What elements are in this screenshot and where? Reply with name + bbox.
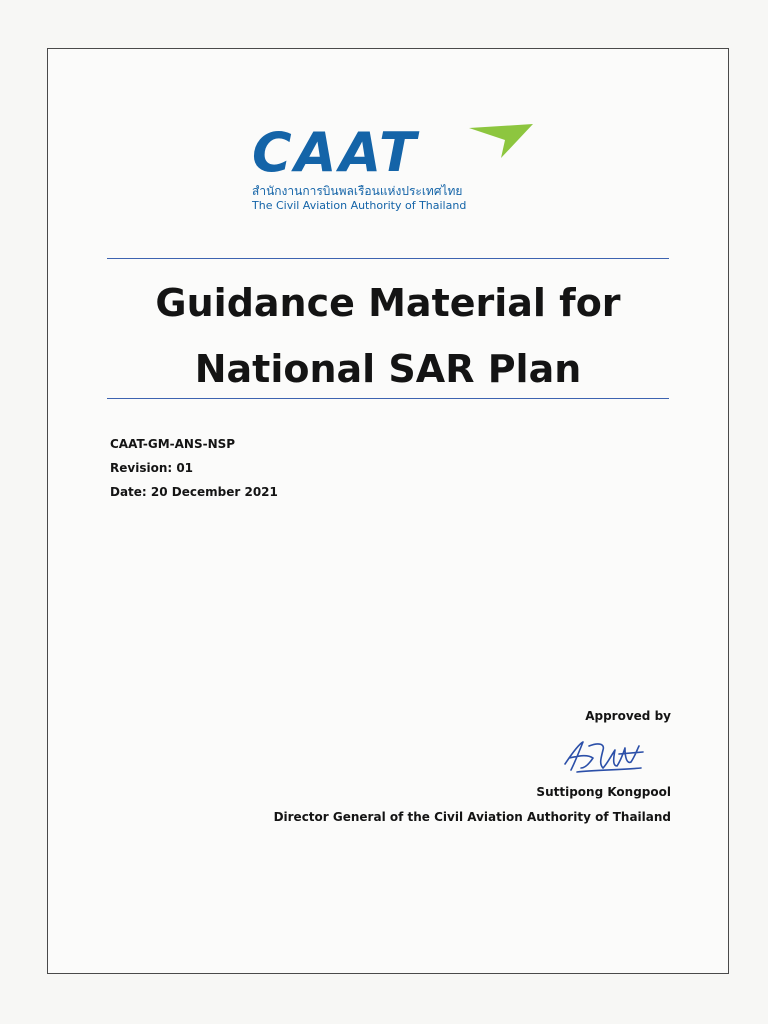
top-rule [107,258,669,259]
document-title [107,270,669,402]
swoosh-icon [465,122,535,162]
document-revision: Revision: 01 [110,461,194,475]
signer-title: Director General of the Civil Aviation Authority of Thailand [273,810,671,824]
logo-thai-name: สำนักงานการบินพลเรือนแห่งประเทศไทย [252,184,463,198]
signature-image [559,734,649,778]
signer-name: Suttipong Kongpool [536,785,671,799]
document-date: Date: 20 December 2021 [110,485,278,499]
title-line-1: Guidance Material for [155,281,621,325]
approval-block [274,706,671,828]
approved-by-label: Approved by [585,709,671,723]
document-code: CAAT-GM-ANS-NSP [110,437,236,451]
title-line-2: National SAR Plan [194,347,582,391]
logo-english-name: The Civil Aviation Authority of Thailand [252,199,467,212]
logo-wordmark: CAAT [252,121,419,184]
document-meta [110,432,278,504]
caat-logo [250,118,550,218]
bottom-rule [107,398,669,399]
